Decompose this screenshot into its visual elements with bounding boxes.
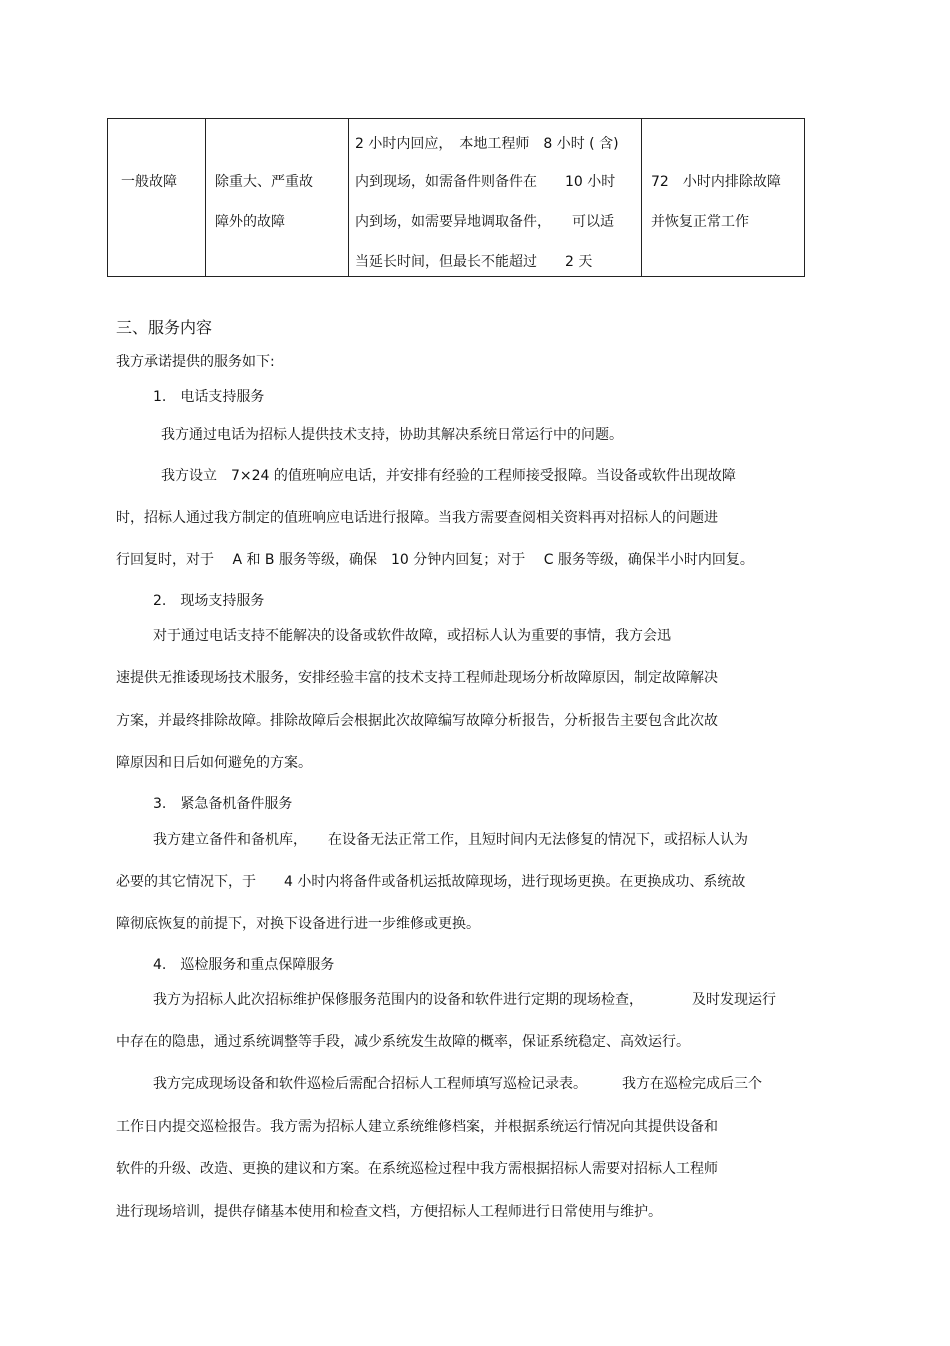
response-time-line: 2 小时内回应， 本地工程师 8 小时 ( 含) [355, 136, 619, 152]
paragraph-line: 障原因和日后如何避免的方案。 [116, 755, 312, 771]
paragraph-line: 我方设立 7×24 的值班响应电话，并安排有经验的工程师接受报障。当设备或软件出现故障 [161, 468, 736, 484]
paragraph-line: 我方为招标人此次招标维护保修服务范围内的设备和软件进行定期的现场检查， 及时发现运行 [153, 992, 776, 1008]
table-column-divider [205, 119, 206, 276]
paragraph-line: 时，招标人通过我方制定的值班响应电话进行报障。当我方需要查阅相关资料再对招标人的问题进 [116, 510, 718, 526]
fault-description-line: 除重大、严重故 [215, 174, 313, 190]
response-time-line: 内到现场，如需备件则备件在 10 小时 [355, 174, 616, 190]
item-title-onsite-support: 2. 现场支持服务 [153, 593, 265, 609]
resolution-time-line: 72 小时内排除故障 [651, 174, 781, 190]
paragraph-line: 对于通过电话支持不能解决的设备或软件故障，或招标人认为重要的事情，我方会迅 [153, 628, 671, 644]
response-time-line: 内到场，如需要异地调取备件， 可以适 [355, 214, 614, 230]
paragraph-line: 工作日内提交巡检报告。我方需为招标人建立系统维修档案，并根据系统运行情况向其提供设备和 [116, 1119, 718, 1135]
item-title-spare-parts: 3. 紧急备机备件服务 [153, 796, 293, 812]
item-title-phone-support: 1. 电话支持服务 [153, 389, 265, 405]
paragraph-line: 障彻底恢复的前提下，对换下设备进行进一步维修或更换。 [116, 916, 480, 932]
section-intro: 我方承诺提供的服务如下: [116, 354, 275, 370]
paragraph-line: 进行现场培训，提供存储基本使用和检查文档，方便招标人工程师进行日常使用与维护。 [116, 1204, 662, 1220]
table-column-divider [348, 119, 349, 276]
paragraph-line: 行回复时，对于 A 和 B 服务等级，确保 10 分钟内回复；对于 C 服务等级，确保半小时内回复。 [116, 552, 754, 568]
paragraph-line: 我方完成现场设备和软件巡检后需配合招标人工程师填写巡检记录表。 我方在巡检完成后三个 [153, 1076, 762, 1092]
paragraph-line: 必要的其它情况下，于 4 小时内将备件或备机运抵故障现场，进行现场更换。在更换成功、系统故 [116, 874, 746, 890]
fault-type-cell: 一般故障 [121, 174, 177, 190]
paragraph-line: 我方建立备件和备机库， 在设备无法正常工作，且短时间内无法修复的情况下，或招标人认为 [153, 832, 748, 848]
section-heading: 三、服务内容 [116, 318, 213, 337]
paragraph-line: 中存在的隐患，通过系统调整等手段，减少系统发生故障的概率，保证系统稳定、高效运行。 [116, 1034, 690, 1050]
resolution-time-line: 并恢复正常工作 [651, 214, 749, 230]
item-title-inspection: 4. 巡检服务和重点保障服务 [153, 957, 335, 973]
paragraph-line: 方案，并最终排除故障。排除故障后会根据此次故障编写故障分析报告，分析报告主要包含此次故 [116, 713, 718, 729]
paragraph-line: 软件的升级、改造、更换的建议和方案。在系统巡检过程中我方需根据招标人需要对招标人工程师 [116, 1161, 718, 1177]
paragraph-line: 速提供无推诿现场技术服务，安排经验丰富的技术支持工程师赴现场分析故障原因，制定故障解决 [116, 670, 718, 686]
fault-level-table [107, 118, 805, 277]
response-time-line: 当延长时间，但最长不能超过 2 天 [355, 254, 593, 270]
fault-description-line: 障外的故障 [215, 214, 285, 230]
paragraph-line: 我方通过电话为招标人提供技术支持，协助其解决系统日常运行中的问题。 [161, 427, 623, 443]
table-column-divider [641, 119, 642, 276]
